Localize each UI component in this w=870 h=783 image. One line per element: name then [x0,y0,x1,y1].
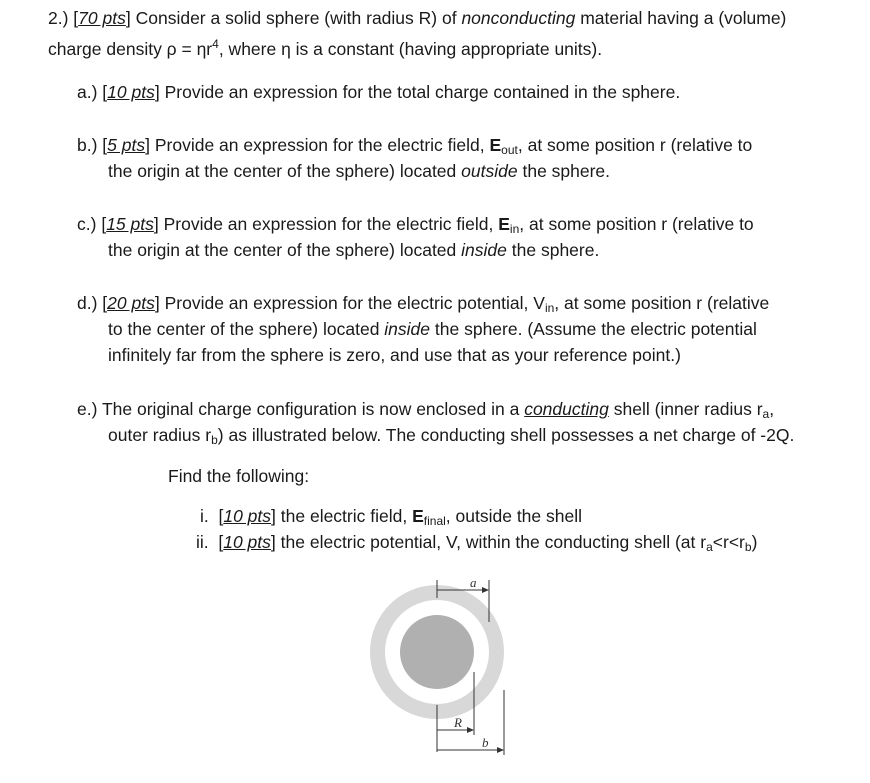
item-ii-numeral: ii. [196,532,209,552]
part-e-label: e.) [77,399,98,419]
problem-number: 2.) [48,8,69,28]
part-a-points: 10 pts [107,82,155,102]
item-i-field-sub: final [423,514,446,528]
part-b-line2-em: outside [461,161,518,181]
item-i-points: 10 pts [223,506,272,526]
part-d-text: Provide an expression for the electric potential, V [164,293,545,313]
problem-text-1: Consider a solid sphere (with radius R) of [135,8,457,28]
part-d-sub: in [544,301,555,315]
part-e-line2-post: ) as illustrated below. The conducting shell possesses a net charge of -2Q. [217,425,795,445]
item-i-field: E [412,506,424,526]
part-e-text-end: , [769,399,775,419]
part-d-line2-post: the sphere. (Assume the electric potential [434,319,757,339]
part-b-line-1: b.) [5 pts] Provide an expression for the electric field, $E_{out}$, at some position r (relative to [77,135,753,157]
inner-sphere [400,615,474,689]
part-b-label: b.) [77,135,98,155]
part-a-text: Provide an expression for the total charge contained in the sphere. [164,82,681,102]
part-d-line3: infinitely far from the sphere is zero, and use that as your reference point.) [108,345,681,365]
problem-text-1b: material having a (volume) [580,8,787,28]
part-b-points: 5 pts [107,135,146,155]
item-ii-sub2: b [744,540,752,554]
problem-text-2b: , where η is a constant (having appropriate units). [218,39,603,59]
part-d-line2-pre: to the center of the sphere) located [108,319,380,339]
part-e-item-i: i. [10 pts] the electric field, $E_{final}$, outside the shell [200,506,582,528]
part-e-line2-pre: outer radius r [108,425,212,445]
part-b-line2-pre: the origin at the center of the sphere) located [108,161,457,181]
label-b: b [482,735,489,750]
item-ii-points: 10 pts [223,532,271,552]
part-d-points: 20 pts [107,293,155,313]
part-c-line-1: c.) [15 pts] Provide an expression for the electric field, $E_{in}$, at some position r (relative to [77,214,754,236]
part-c-field: E [498,214,510,234]
part-c-line2-em: inside [461,240,507,260]
part-a: a.) [10 pts] Provide an expression for the total charge contained in the sphere. [77,82,681,102]
part-e-sub-b: b [211,433,218,447]
problem-header-line-1: 2.) [70 pts] Consider a solid sphere (with radius R) of nonconducting material having a (volume) [48,8,787,28]
part-b-text-post: , at some position r (relative to [517,135,753,155]
part-e-text: The original charge configuration is now enclosed in a [101,399,520,419]
part-c-line2-post: the sphere. [511,240,600,260]
part-d-line-1: d.) [20 pts] Provide an expression for the electric potential, $V_{in}$, at some position r (relative [77,293,770,315]
part-c-line2-pre: the origin at the center of the sphere) located [108,240,457,260]
part-c-text-post: , at some position r (relative to [519,214,754,234]
item-i-numeral: i. [200,506,209,526]
part-e-find-text: Find the following: [168,466,310,486]
problem-text-em: nonconducting [461,8,576,28]
item-ii-text: the electric potential, V, within the conducting shell (at r [280,532,707,552]
item-ii-mid: <r<r [712,532,745,552]
dim-b-arrowhead [497,747,504,753]
part-e-em: conducting [524,399,609,419]
label-R: R [454,715,462,730]
part-c-points: 15 pts [106,214,154,234]
part-b-line2-post: the sphere. [522,161,611,181]
item-ii-sub1: a [706,540,713,554]
part-d-label: d.) [77,293,98,313]
problem-text-2: charge density ρ = ηr [48,39,213,59]
part-c-text: Provide an expression for the electric field, [163,214,494,234]
part-a-label: a.) [77,82,98,102]
part-e-sub-a: a [762,407,770,421]
part-e-text-post: shell (inner radius r [613,399,763,419]
part-b-text: Provide an expression for the electric field, [154,135,485,155]
dim-R-arrowhead [467,727,474,733]
item-i-text: the electric field, [280,506,408,526]
part-d-line2-em: inside [384,319,431,339]
part-b-field-sub: out [501,143,518,157]
item-ii-end: ) [751,532,758,552]
label-a: a [470,575,477,590]
item-i-text-post: , outside the shell [445,506,582,526]
problem-points: 70 pts [78,8,126,28]
part-d-text-post: , at some position r (relative [554,293,770,313]
part-b-field: E [489,135,502,155]
dim-a-arrowhead [482,587,489,593]
exponent: 4 [212,37,219,51]
part-e-item-ii: ii. [10 pts] the electric potential, V, within the conducting shell (at $r_a<r<r_b$) [196,532,758,554]
part-c-field-sub: in [509,222,520,236]
part-c-label: c.) [77,214,97,234]
